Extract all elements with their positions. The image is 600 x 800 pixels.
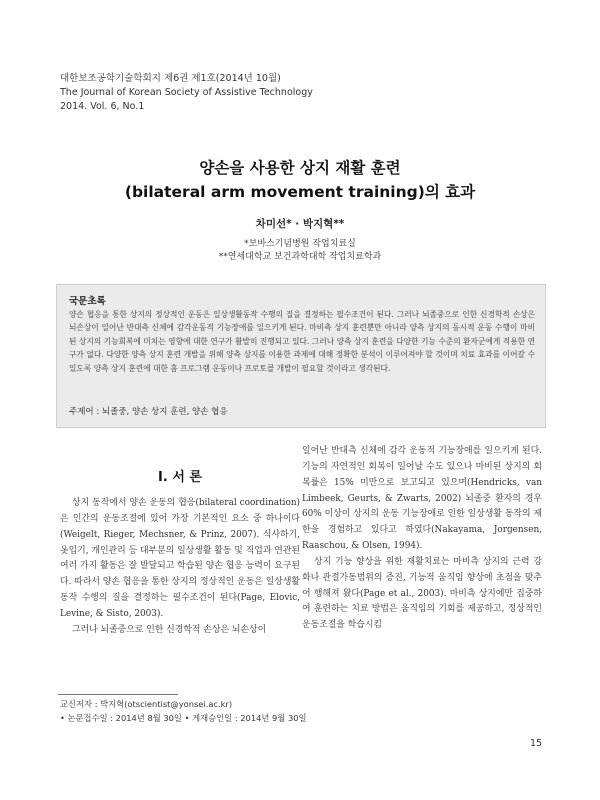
corresponding-author: 교신저자 : 박지혁(otscientist@yonsei.ac.kr) — [60, 699, 233, 709]
journal-name-korean: 대한보조공학기술학회지 제6권 제1호(2014년 10월) — [60, 73, 281, 84]
body-paragraph: 상지 동작에서 양손 운동의 협응(bilateral coordination)은 인간의 운동조절에 있어 가장 기본적인 요소 중 하나이다(Weigelt, Rieger, Mechsner, & Prinz, 2007). 식사하기, 옷입기, 개인관리 등 대부분의 일상생활 활동 및 직업과 연관된 여러 가지 활동은 잘 발달되고 학습된 양손 협응 능력이 요구된다. 따라서 양손 협응을 통한 상지의 정상적인 운동은 일상생활동작 수행의 질을 결정하는 필수조건이 된다(Page, Elovic, Levine, & Sisto, 2003). — [60, 498, 300, 619]
left-column — [60, 496, 300, 639]
abstract-heading: 국문초록 — [69, 296, 106, 307]
abstract-box — [56, 284, 546, 428]
body-paragraph: 그러나 뇌졸중으로 인한 신경학적 손상은 뇌손상이 — [72, 624, 267, 635]
body-paragraph: 상지 기능 향상을 위한 재활치료는 마비측 상지의 근력 강화나 관절가동범위의 증진, 기능적 움직임 향상에 초점을 맞추어 행해져 왔다(Page et al., 2003). 마비측 상지에만 집중하여 훈련하는 치료 방법은 움직임의 기회를 제공하고, 정상적인 운동조절을 학습시킴 — [302, 556, 542, 631]
affiliation-2: **연세대학교 보건과학대학 작업치료학과 — [218, 252, 382, 262]
footnote-divider — [58, 694, 178, 695]
body-paragraph: 일어난 반대측 신체에 감각 운동적 기능장애를 일으키게 된다. 기능의 자연적인 회복이 일어날 수도 있으나 마비된 상지의 회복률은 15% 미만으로 보고되고 있으며(Hendricks, van Limbeek, Geurts, & Zwarts, 2002) 뇌졸중 환자의 경우 60% 이상이 상지의 운동 기능장애로 인한 일상생활 동작의 제한을 경험하고 있다고 하였다(Nakayama, Jorgensen, Raaschou, & Olsen, 1994). — [302, 446, 542, 552]
paper-title-line1: 양손을 사용한 상지 재활 훈련 — [199, 159, 401, 177]
keywords: 주제어 : 뇌졸중, 양손 상지 훈련, 양손 협응 — [69, 407, 228, 417]
abstract-body: 양손 협응을 통한 상지의 정상적인 운동은 일상생활동작 수행의 질을 결정하는 필수조건이 된다. 그러나 뇌졸중으로 인한 신경학적 손상은 뇌손상이 일어난 반대측 신체에 감각운동적 기능장애를 일으키게 된다. 마비측 상지 훈련뿐만 아니라 양측 상지의 동시적 운동 수행이 마비된 상지의 기능회복에 미치는 영향에 대한 연구가 활발히 진행되고 있다. 그러나 양측 상지 훈련을 다양한 기능 수준의 환자군에게 적용한 연구가 없다. 다양한 양측 상지 훈련 개발을 위해 양측 상지를 이용한 과제에 대해 정확한 분석이 이루어져야 할 것이며 치료 효과를 이어갈 수 있도록 양측 상지 훈련에 대한 홈 프로그램 운동이나 프로토콜 개발이 필요할 것이라고 생각된다. — [69, 310, 535, 373]
paper-title-line2: (bilateral arm movement training)의 효과 — [124, 183, 476, 201]
section-heading-introduction: I. 서 론 — [158, 470, 202, 485]
journal-header — [60, 72, 313, 114]
journal-name-english: The Journal of Korean Society of Assistive Technology — [60, 87, 313, 98]
right-column — [302, 444, 542, 634]
page-number: 15 — [530, 738, 543, 749]
journal-volume: 2014. Vol. 6, No.1 — [60, 101, 145, 112]
authors: 차미선* · 박지혁** — [255, 218, 345, 230]
affiliation-1: *보바스기념병원 작업치료실 — [244, 239, 356, 249]
submission-dates: • 논문접수일 : 2014년 8월 30일 • 게재승인일 : 2014년 9월 30일 — [60, 713, 307, 723]
